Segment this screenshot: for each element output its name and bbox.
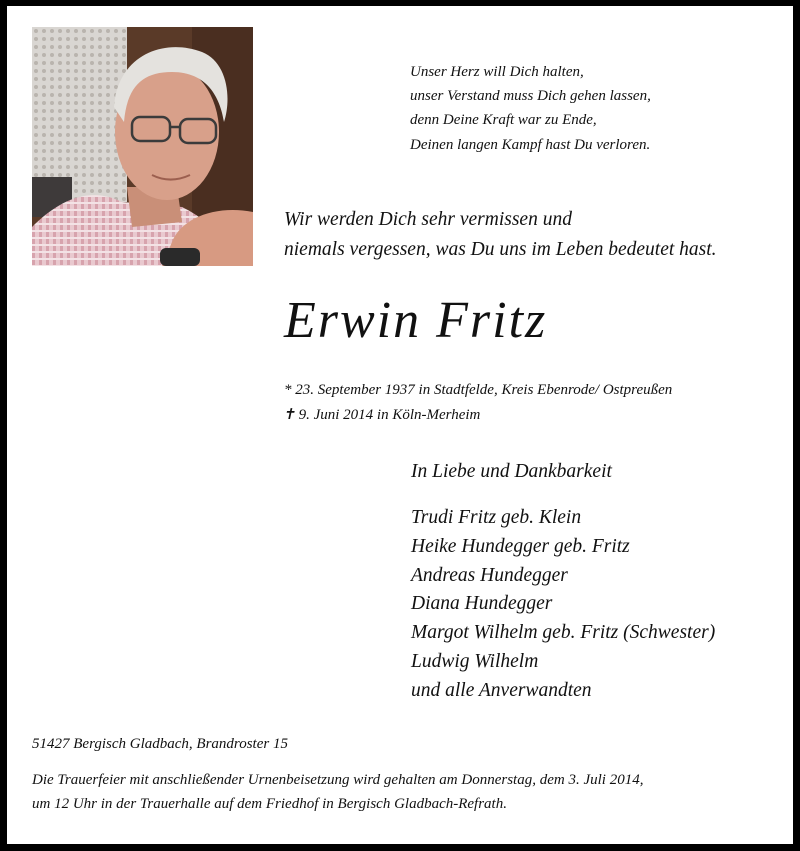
funeral-info — [32, 768, 643, 816]
deceased-name: Erwin Fritz — [284, 292, 548, 349]
poem-line: unser Verstand muss Dich gehen lassen, — [410, 88, 651, 105]
mourner: Margot Wilhelm geb. Fritz (Schwester) — [411, 622, 716, 644]
poem-line: denn Deine Kraft war zu Ende, — [410, 112, 597, 129]
death-date-line — [284, 402, 672, 427]
funeral-line: um 12 Uhr in der Trauerhalle auf dem Friedhof in Bergisch Gladbach-Refrath. — [32, 796, 507, 812]
life-dates — [284, 378, 672, 427]
mourner: Heike Hundegger geb. Fritz — [411, 535, 630, 557]
message-line: Wir werden Dich sehr vermissen und — [284, 209, 572, 230]
mourner: Ludwig Wilhelm — [411, 650, 539, 672]
mourner: Trudi Fritz geb. Klein — [411, 507, 582, 528]
funeral-line: Die Trauerfeier mit anschließender Urnenbeisetzung wird gehalten am Donnerstag, dem 3. Juli 2014, — [32, 772, 644, 788]
poem-line: Unser Herz will Dich halten, — [410, 64, 584, 80]
farewell-message — [284, 205, 717, 265]
poem — [410, 60, 651, 157]
death-date: 9. Juni 2014 in Köln-Merheim — [298, 407, 481, 423]
cross-icon: ✝ — [282, 405, 299, 423]
dedication: In Liebe und Dankbarkeit — [411, 461, 612, 482]
mourner: Diana Hundegger — [411, 593, 553, 615]
message-line: niemals vergessen, was Du uns im Leben bedeutet hast. — [284, 239, 717, 260]
mourners-list — [411, 504, 715, 706]
mourner: und alle Anverwandten — [411, 679, 592, 701]
poem-line: Deinen langen Kampf hast Du verloren. — [410, 136, 651, 153]
family-address: 51427 Bergisch Gladbach, Brandroster 15 — [32, 736, 288, 752]
birth-date: * 23. September 1937 in Stadtfelde, Kreis Ebenrode/ Ostpreußen — [284, 382, 673, 398]
portrait-photo — [32, 27, 253, 266]
mourner: Andreas Hundegger — [411, 564, 568, 586]
